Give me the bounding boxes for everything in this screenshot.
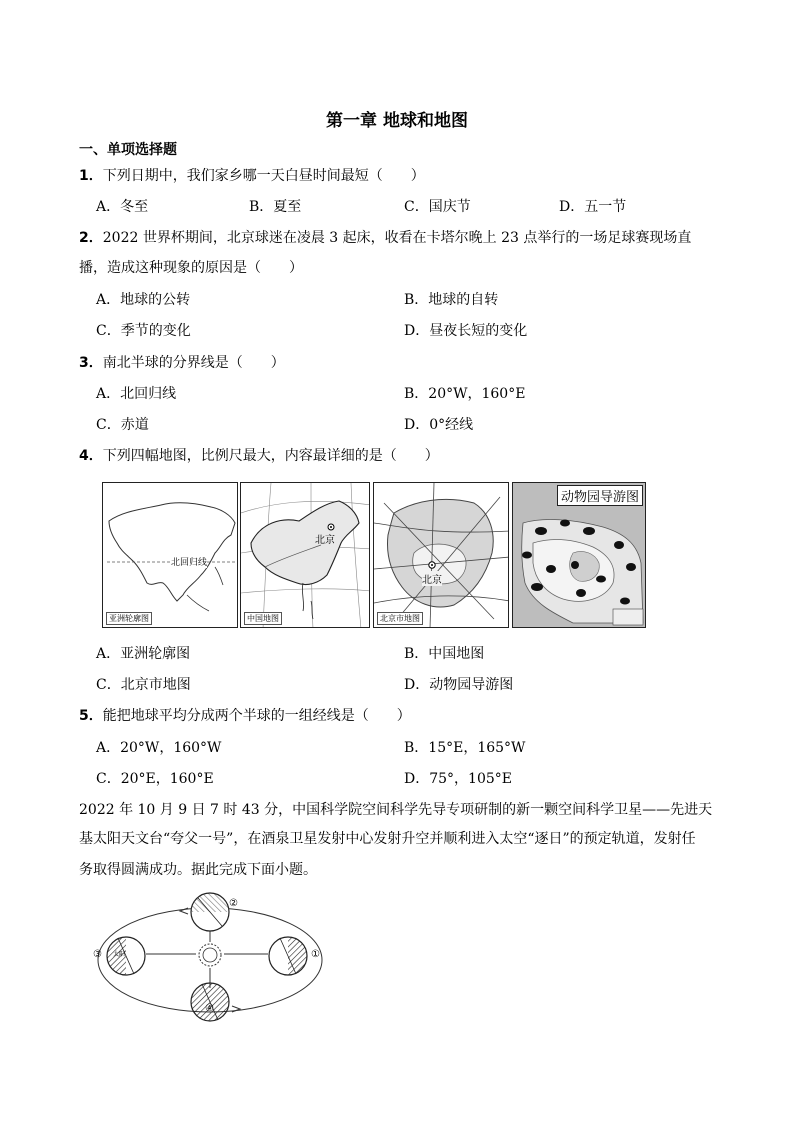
question-1 — [79, 166, 425, 186]
q1-option-b[interactable]: B．夏至 — [249, 199, 302, 215]
question-text: 下列日期中，我们家乡哪一天白昼时间最短（ ） — [102, 168, 425, 184]
q5-option-d[interactable]: D．75°，105°E — [404, 771, 512, 787]
question-number: 1． — [79, 168, 103, 184]
question-text: 南北半球的分界线是（ ） — [102, 355, 285, 371]
question-5 — [79, 706, 411, 726]
q5-option-a[interactable]: A．20°W，160°W — [96, 740, 222, 756]
question-3 — [79, 353, 285, 373]
q2-option-a[interactable]: A．地球的公转 — [96, 292, 191, 308]
map-label: 中国地图 — [244, 612, 282, 625]
q4-option-b[interactable]: B．中国地图 — [404, 646, 485, 662]
passage-line-3: 务取得圆满成功。据此完成下面小题。 — [79, 862, 317, 878]
question-text: 能把地球平均分成两个半球的一组经线是（ ） — [102, 708, 411, 724]
position-label-2: ② — [229, 898, 238, 909]
china-map-drawing — [241, 483, 370, 628]
q3-option-a[interactable]: A．北回归线 — [96, 386, 177, 402]
q1-option-d[interactable]: D．五一节 — [559, 199, 627, 215]
earth-position-1 — [269, 937, 307, 975]
q2-option-d[interactable]: D．昼夜长短的变化 — [404, 323, 528, 339]
q5-option-b[interactable]: B．15°E，165°W — [404, 740, 526, 756]
question-2-line2: 播，造成这种现象的原因是（ ） — [79, 260, 303, 276]
city-label: 北京 — [422, 571, 442, 586]
tropic-label: 北回归线 — [171, 555, 207, 568]
question-number: 2． — [79, 230, 103, 246]
q5-option-c[interactable]: C．20°E，160°E — [96, 771, 214, 787]
question-number: 5． — [79, 708, 103, 724]
q3-option-b[interactable]: B．20°W，160°E — [404, 386, 526, 402]
question-text: 2022 世界杯期间，北京球迷在凌晨 3 起床，收看在卡塔尔晚上 23 点举行的一场足球赛现场直 — [102, 230, 692, 246]
q1-option-c[interactable]: C．国庆节 — [404, 199, 471, 215]
position-label-4: ④ — [205, 1003, 214, 1014]
question-number: 3． — [79, 355, 103, 371]
map-asia — [102, 482, 238, 628]
section-heading: 一、单项选择题 — [79, 142, 177, 158]
earth-position-2 — [191, 893, 229, 931]
beijing-map-drawing — [374, 483, 509, 628]
question-text: 下列四幅地图，比例尺最大，内容最详细的是（ ） — [102, 448, 439, 464]
earth-position-4 — [191, 983, 229, 1021]
question-2 — [79, 228, 691, 248]
map-title: 动物园导游图 — [557, 485, 643, 506]
q4-option-d[interactable]: D．动物园导游图 — [404, 677, 514, 693]
page-title: 第一章 地球和地图 — [326, 111, 468, 131]
question-number: 4． — [79, 448, 103, 464]
map-label: 北京市地图 — [377, 612, 423, 625]
passage-line-1: 2022 年 10 月 9 日 7 时 43 分，中国科学院空间科学先导专项研制的新一颗空间科学卫星——先进天 — [79, 802, 713, 818]
position-label-1: ① — [311, 949, 320, 960]
q3-option-d[interactable]: D．0°经线 — [404, 417, 474, 433]
sun-label: 太阳 — [113, 951, 126, 958]
passage-line-2: 基太阳天文台“夸父一号”，在酒泉卫星发射中心发射升空并顺利进入太空“逐日”的预定轨道，发射任 — [79, 831, 696, 847]
map-beijing — [373, 482, 509, 628]
q1-option-a[interactable]: A．冬至 — [96, 199, 149, 215]
position-label-3: ③ — [93, 949, 102, 960]
question-4 — [79, 446, 439, 466]
map-zoo — [512, 482, 646, 628]
q3-option-c[interactable]: C．赤道 — [96, 417, 149, 433]
city-label: 北京 — [315, 535, 335, 546]
q2-option-b[interactable]: B．地球的自转 — [404, 292, 499, 308]
map-label: 亚洲轮廓图 — [106, 612, 152, 625]
q2-option-c[interactable]: C．季节的变化 — [96, 323, 191, 339]
map-china — [240, 482, 370, 628]
q4-option-c[interactable]: C．北京市地图 — [96, 677, 191, 693]
q4-option-a[interactable]: A．亚洲轮廓图 — [96, 646, 191, 662]
